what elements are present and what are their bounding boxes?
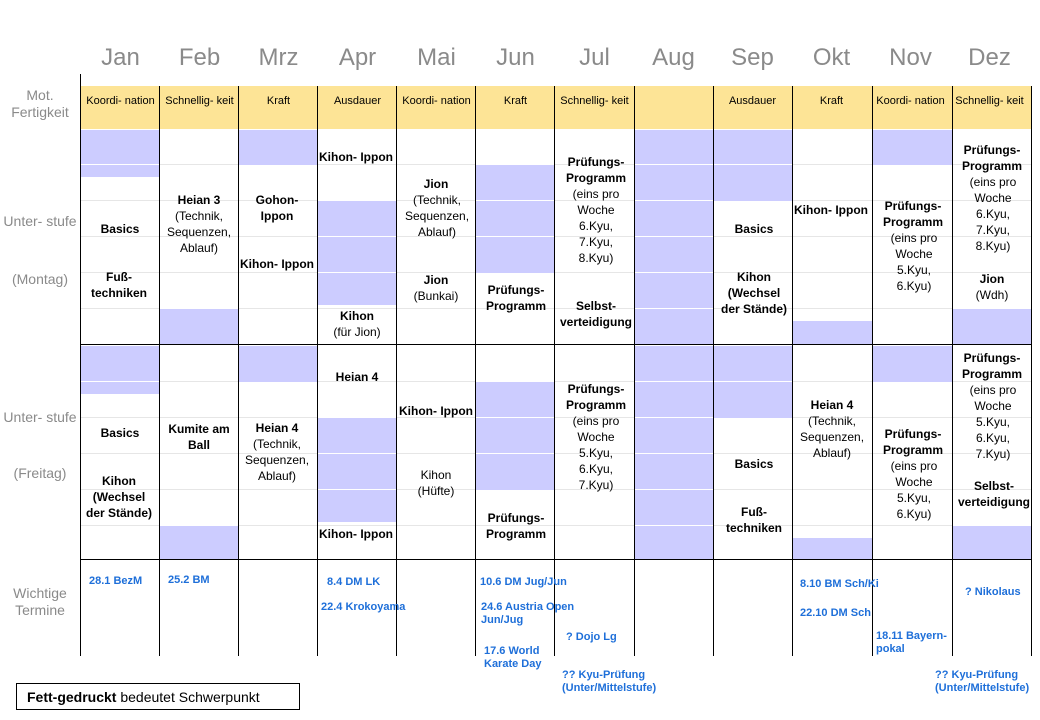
montag-mrz-gohon-ippon: Gohon- Ippon [255,193,299,223]
column-divider [792,86,793,656]
holiday-block [634,489,713,526]
row-label-termine: Wichtige Termine [13,585,67,618]
legend-box [16,683,300,710]
motor-skill-apr: Ausdauer [333,95,382,107]
montag-jul-selbstverteidigung: Selbst- verteidigung [559,299,632,329]
holiday-block [81,345,159,382]
holiday-block [634,345,713,382]
freitag-nov-pruefung: Prüfungs- Programm [882,427,944,457]
freitag-apr-heian4: Heian 4 [335,370,379,384]
event-austria-open: 24.6 Austria Open Jun/Jug [481,601,575,626]
row-label-montag: (Montag) [11,271,69,287]
holiday-block [714,164,792,201]
freitag-mrz-heian4: Heian 4 [255,421,299,435]
montag-jul-pruefung: Prüfungs- Programm [565,155,627,185]
motor-skill-nov: Koordi- nation [876,95,945,107]
holiday-block [476,236,554,273]
column-divider [872,86,873,656]
holiday-block [81,164,159,177]
freitag-feb-kumite: Kumite am Ball [168,422,230,452]
montag-sep-kihon: Kihon (Wechsel der Stände) [720,270,787,316]
row-label-unterstufe-montag: Unter- stufe [3,213,77,229]
holiday-block [239,129,317,165]
montag-nov-pruefung: Prüfungs- Programm [882,199,944,229]
column-divider [1031,86,1032,656]
column-divider [952,86,953,656]
freitag-jul-pruefung: Prüfungs- Programm [565,382,627,412]
holiday-block [793,320,872,345]
montag-mrz-kihon-ippon: Kihon- Ippon [240,257,314,271]
montag-feb-heian3: Heian 3 [177,193,221,207]
holiday-block [634,381,713,418]
row-label-freitag: (Freitag) [13,465,67,481]
motor-skill-okt: Kraft [819,95,844,107]
montag-sep-basics: Basics [734,222,774,236]
freitag-mai-kihon-huefte: Kihon (Hüfte) [417,468,455,498]
freitag-dez-pruefung: Prüfungs- Programm [961,351,1023,381]
montag-jul-detail: (eins pro Woche 6.Kyu, 7.Kyu, 8.Kyu) [572,187,620,265]
motor-skill-sep: Ausdauer [728,95,777,107]
montag-mai-jion2: Jion [423,273,449,287]
freitag-nov-detail: (eins pro Woche 5.Kyu, 6.Kyu) [890,459,938,521]
column-divider [713,86,714,656]
holiday-block [714,381,792,418]
holiday-block [634,417,713,454]
montag-jun-pruefung: Prüfungs- Programm [485,283,547,313]
holiday-block [239,345,317,382]
freitag-okt-heian4: Heian 4 [810,398,854,412]
montag-dez-pruefung: Prüfungs- Programm [961,143,1023,173]
motor-skill-dez: Schnellig- keit [955,95,1024,107]
holiday-block [318,453,396,490]
event-kyu-pruefung-dez: ?? Kyu-Prüfung (Unter/Mittelstufe) [935,669,1030,694]
montag-apr-kihon-ippon: Kihon- Ippon [319,150,393,164]
column-divider [238,86,239,656]
month-nov: Nov [889,44,932,71]
column-divider [475,86,476,656]
month-okt: Okt [812,44,851,71]
montag-mai-detail: (Technik, Sequenzen, Ablauf) [404,193,470,239]
event-dojo-lg: ? Dojo Lg [566,631,617,643]
event-nikolaus: ? Nikolaus [965,586,1021,598]
holiday-block [318,272,396,305]
holiday-block [634,525,713,560]
holiday-block [476,200,554,237]
legend-bold: Fett-gedruckt [27,689,117,705]
montag-apr-detail: (für Jion) [333,325,381,339]
montag-apr-kihon: Kihon [340,309,374,323]
row-divider [80,559,1031,560]
month-mrz: Mrz [258,44,299,71]
holiday-block [634,129,713,165]
column-divider [80,74,81,656]
motor-skill-jan: Koordi- nation [86,95,155,107]
freitag-jan-basics: Basics [100,426,140,440]
row-label-mot: Mot. Fertigkeit [11,87,69,120]
freitag-jun-pruefung: Prüfungs- Programm [485,511,547,541]
event-dm-lk: 8.4 DM LK [327,576,381,588]
freitag-sep-basics: Basics [734,457,774,471]
event-bezm: 28.1 BezM [89,575,143,587]
holiday-block [318,200,396,237]
montag-okt-kihon-ippon: Kihon- Ippon [794,203,868,217]
month-feb: Feb [178,44,221,71]
holiday-block [634,308,713,345]
holiday-block [318,489,396,522]
legend-text: bedeutet Schwerpunkt [116,689,260,705]
montag-feb-detail: (Technik, Sequenzen, Ablauf) [166,209,232,255]
event-krokoyama: 22.4 Krokoyama [321,601,406,613]
event-dm-jug-jun: 10.6 DM Jug/Jun [480,576,567,588]
montag-dez-detail: (eins pro Woche 6.Kyu, 7.Kyu, 8.Kyu) [969,175,1017,253]
holiday-block [714,345,792,382]
month-jul: Jul [579,44,610,71]
month-jun: Jun [496,44,535,71]
week-gridline [80,417,1031,418]
column-divider [554,86,555,656]
freitag-sep-fusstechniken: Fuß- techniken [725,505,782,535]
holiday-block [953,525,1031,560]
freitag-jan-kihon: Kihon (Wechsel der Stände) [86,474,153,520]
montag-nov-detail: (eins pro Woche 5.Kyu, 6.Kyu) [890,231,938,293]
montag-jan-basics: Basics [100,222,140,236]
row-divider [80,344,1031,345]
holiday-block [634,200,713,237]
month-dez: Dez [968,44,1011,71]
montag-mai-jion: Jion [423,177,449,191]
row-label-unterstufe-freitag: Unter- stufe [3,409,77,425]
event-bm-feb: 25.2 BM [168,574,210,586]
event-kyu-pruefung-jul: ?? Kyu-Prüfung (Unter/Mittelstufe) [562,669,657,694]
motor-skill-feb: Schnellig- keit [165,95,234,107]
motor-skill-jul: Schnellig- keit [560,95,629,107]
montag-dez-jion: Jion [979,272,1005,286]
month-sep: Sep [731,44,774,71]
holiday-block [634,453,713,490]
motor-skill-mrz: Kraft [266,95,291,107]
month-jan: Jan [101,44,140,71]
montag-jan-fusstechniken: Fuß- techniken [90,270,147,300]
event-bm-sch-ki: 8.10 BM Sch/Ki [800,578,879,590]
holiday-block [318,236,396,273]
holiday-block [81,381,159,394]
month-apr: Apr [338,44,377,71]
motor-skill-mai: Koordi- nation [402,95,471,107]
event-bayernpokal: 18.11 Bayern- pokal [876,630,947,655]
freitag-apr-kihon-ippon: Kihon- Ippon [319,527,393,541]
montag-dez-wdh: (Wdh) [975,288,1009,302]
event-dm-sch: 22.10 DM Sch [800,607,871,619]
holiday-block [476,164,554,201]
holiday-block [476,453,554,490]
motor-skill-jun: Kraft [503,95,528,107]
holiday-block [634,272,713,309]
holiday-block [318,417,396,454]
event-world-karate-day: 17.6 World Karate Day [484,645,542,670]
column-divider [634,86,635,656]
montag-mai-bunkai: (Bunkai) [413,289,459,303]
month-aug: Aug [652,44,695,71]
holiday-block [793,537,872,560]
column-divider [159,86,160,656]
holiday-block [953,308,1031,345]
freitag-dez-detail: (eins pro Woche 5.Kyu, 6.Kyu, 7.Kyu) [969,383,1017,461]
holiday-block [714,129,792,165]
freitag-mai-kihon-ippon: Kihon- Ippon [399,404,473,418]
holiday-block [476,381,554,418]
holiday-block [873,129,952,165]
holiday-block [634,236,713,273]
freitag-okt-detail: (Technik, Sequenzen, Ablauf) [799,414,865,460]
freitag-jul-detail: (eins pro Woche 5.Kyu, 6.Kyu, 7.Kyu) [572,414,620,492]
freitag-dez-selbstverteidigung: Selbst- verteidigung [957,479,1030,509]
holiday-block [160,308,238,345]
holiday-block [634,164,713,201]
holiday-block [873,345,952,382]
holiday-block [476,417,554,454]
holiday-block [160,525,238,560]
freitag-mrz-detail: (Technik, Sequenzen, Ablauf) [244,437,310,483]
month-mai: Mai [417,44,456,71]
